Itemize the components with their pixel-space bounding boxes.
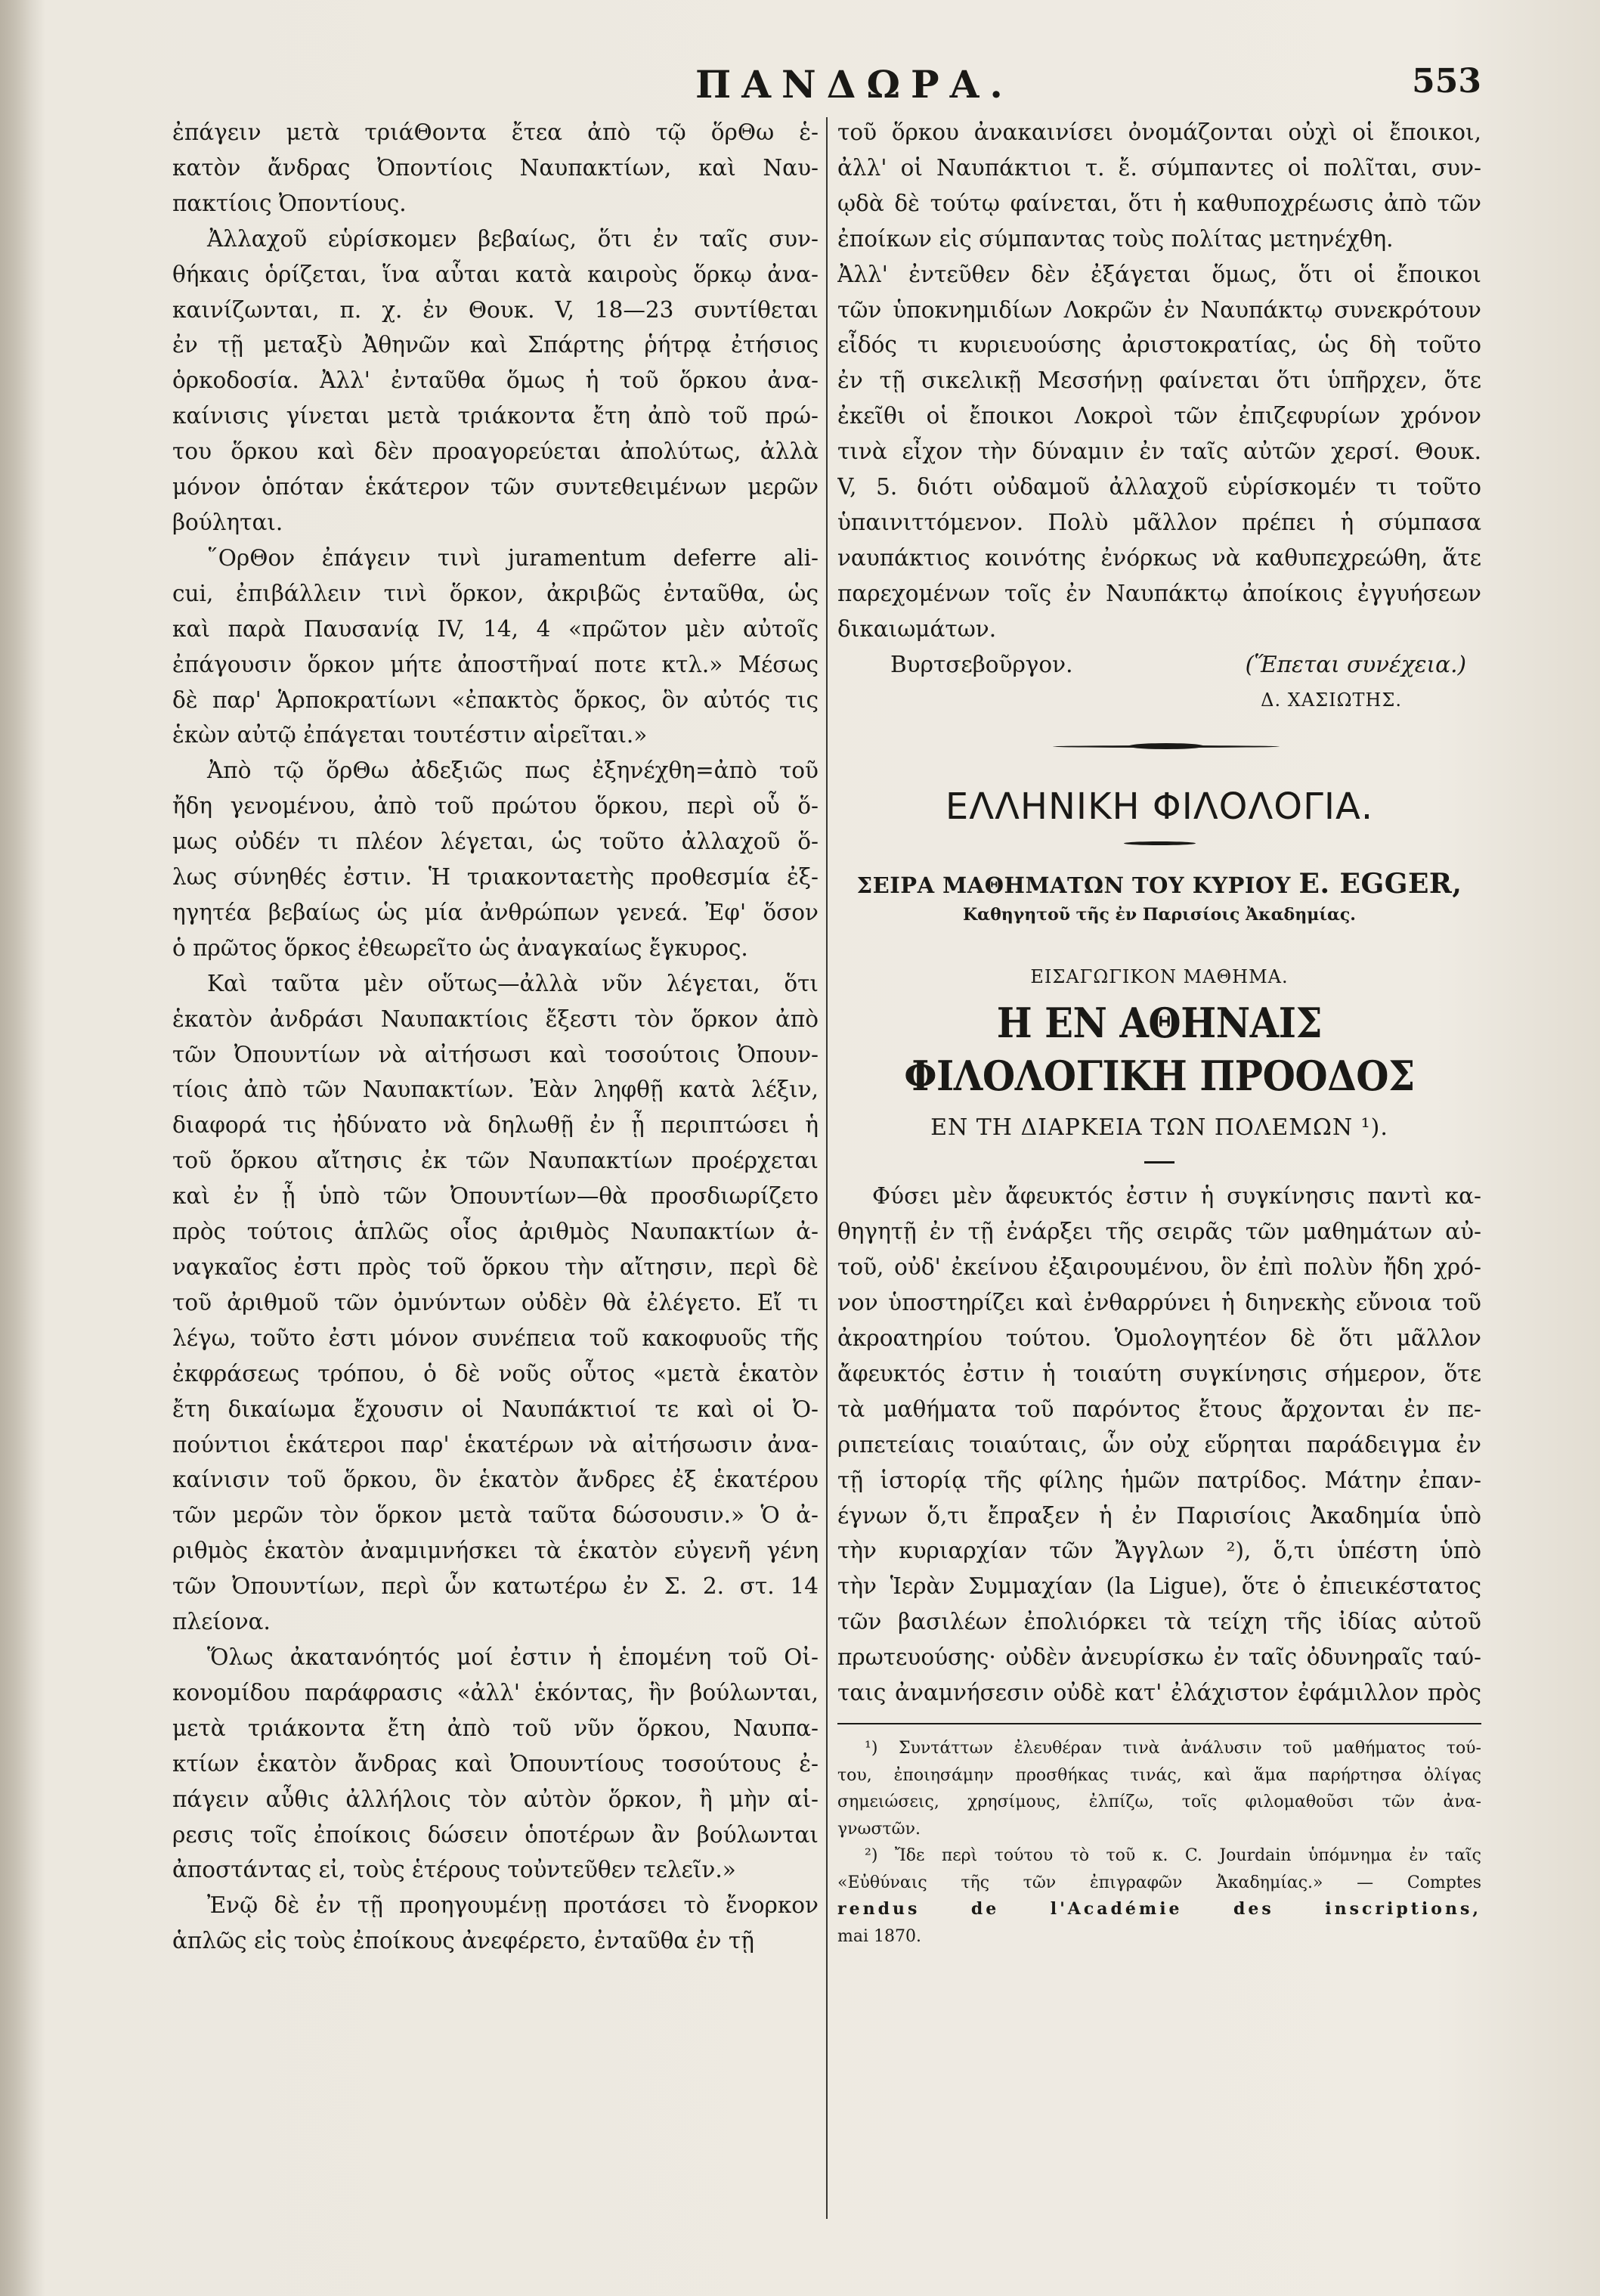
text-line: ῞ΟρΘον ἐπάγειν τινὶ juramentum deferre ali- xyxy=(207,544,819,571)
text-line: τῇ ἱστορίᾳ τῆς φίλης ἡμῶν πατρίδος. Μάτην ἐπαν- xyxy=(837,1467,1481,1493)
text-line: μόνον ὁπόταν ἑκάτερον τῶν συντεθειμένων μερῶν xyxy=(172,474,819,500)
text-line: κτίων ἑκατὸν ἄνδρας καὶ Ὀπουντίους τοσούτους ἐ- xyxy=(172,1750,819,1777)
footnote-line: γνωστῶν. xyxy=(837,1819,921,1839)
text-line: του ὅρκου καὶ δὲν προαγορεύεται ἀπολύτως, ἀλλὰ xyxy=(172,438,819,465)
lecture-title: Η ΕΝ ΑΘΗΝΑΙΣ ΦΙΛΟΛΟΓΙΚΗ ΠΡΟΟΔΟΣ xyxy=(904,999,1415,1101)
text-line: τίοις ἀπὸ τῶν Ναυπακτίων. Ἐὰν ληφθῇ κατὰ λέξιν, xyxy=(172,1077,819,1103)
series-lecturer: E. EGGER, xyxy=(1298,868,1462,900)
journal-title: ΠΑΝΔΩΡΑ. xyxy=(695,62,1014,107)
text-line: ἑκατὸν ἀνδράσι Ναυπακτίοις ἔξεστι τὸν ὅρκον ἀπὸ xyxy=(172,1005,819,1032)
footnote-line: ¹) Συντάττων ἐλευθέραν τινὰ ἀνάλυσιν τοῦ μαθήματος τού- xyxy=(865,1739,1481,1758)
right-column xyxy=(837,115,1481,1950)
text-line: ηγητέα βεβαίως ὡς μία ἀνθρώπων γενεά. Ἐφ' ὅσον xyxy=(172,899,819,925)
text-line: cui, ἐπιβάλλειν τινὶ ὅρκον, ἀκριβῶς ἐνταῦθα, ὡς xyxy=(172,580,819,606)
text-line: V, 5. διότι οὐδαμοῦ ἀλλαχοῦ εὑρίσκομέν τι τοῦτο xyxy=(837,474,1481,500)
text-line: ἤδη γενομένου, ἀπὸ τοῦ πρώτου ὅρκου, περὶ οὗ ὅ- xyxy=(172,793,819,820)
text-line: τὴν Ἱερὰν Συμμαχίαν (la Ligue), ὅτε ὁ ἐπιεικέστατος xyxy=(837,1573,1481,1600)
text-line: ἔτη δικαίωμα ἔχουσιν οἱ Ναυπάκτιοί τε καὶ οἱ Ὀ- xyxy=(172,1396,819,1422)
binding-shadow xyxy=(0,0,45,2296)
page-number: 553 xyxy=(1412,62,1481,101)
text-line: κατὸν ἄνδρας Ὀποντίοις Ναυπακτίων, καὶ Ναυ- xyxy=(172,154,819,181)
text-line: Ἐνῷ δὲ ἐν τῇ προηγουμένῃ προτάσει τὸ ἔνορκον xyxy=(207,1892,819,1919)
text-line: πλείονα. xyxy=(172,1609,271,1635)
text-line: καὶ παρὰ Παυσανίᾳ IV, 14, 4 «πρῶτον μὲν αὐτοῖς xyxy=(172,615,819,642)
short-rule xyxy=(1124,841,1196,845)
text-line: ἄφευκτός ἐστιν ἡ τοιαύτη συγκίνησις σήμερον, ὅτε xyxy=(837,1360,1481,1387)
text-line: Καὶ ταῦτα μὲν οὕτως—ἀλλὰ νῦν λέγεται, ὅτι xyxy=(207,970,819,996)
text-line: δικαιωμάτων. xyxy=(837,615,997,642)
text-line: Ὅλως ἀκατανόητός μοί ἐστιν ἡ ἑπομένη τοῦ Οἰ- xyxy=(207,1644,819,1670)
text-line: ὁρκοδοσία. Ἀλλ' ἐνταῦθα ὅμως ἡ τοῦ ὅρκου ἀνα- xyxy=(172,367,819,394)
column-divider xyxy=(826,117,828,2219)
ornamental-rule xyxy=(837,739,1481,755)
text-line: μετὰ τριάκοντα ἔτη ἀπὸ τοῦ νῦν ὅρκου, Ναυπα- xyxy=(172,1715,819,1741)
text-line: τῶν Ὀπουντίων νὰ αἰτήσωσι καὶ τοσούτοις Ὀπουν- xyxy=(172,1041,819,1067)
text-line: θηγητῇ ἐν τῇ ἐνάρξει τῆς σειρᾶς τῶν μαθημάτων αὐ- xyxy=(837,1219,1481,1245)
footnote-line: «Εὐθύναις τῆς τῶν ἐπιγραφῶν Ἀκαδημίας.» — Comptes xyxy=(837,1873,1481,1892)
text-line: πούντιοι ἑκάτεροι παρ' ἑκατέρων νὰ αἰτήσωσιν ἀνα- xyxy=(172,1431,819,1458)
text-line: ἀκροατηρίου τούτου. Ὁμολογητέον δὲ ὅτι μᾶλλον xyxy=(837,1325,1481,1352)
text-line: ῳδὰ δὲ τούτῳ φαίνεται, ὅτι ἡ καθυποχρέωσις ἀπὸ τῶν xyxy=(837,190,1481,216)
continued-note: (Ἕπεται συνέχεια.) xyxy=(1245,651,1466,677)
series-subheading: Καθηγητοῦ τῆς ἐν Παρισίοις Ἀκαδημίας. xyxy=(963,905,1356,925)
text-line: θήκαις ὁρίζεται, ἵνα αὗται κατὰ καιροὺς ὅρκῳ ἀνα- xyxy=(172,261,819,287)
text-line: τῶν μερῶν τὸν ὅρκον μετὰ ταῦτα δώσουσιν.» Ὁ ἀ- xyxy=(172,1502,819,1529)
section-title: ΕΛΛΗΝΙΚΗ ΦΙΛΟΛΟΓΙΑ. xyxy=(945,785,1374,829)
text-line: ναγκαῖος ἐστι πρὸς τοῦ ὅρκου τὴν αἴτησιν, περὶ δὲ xyxy=(172,1254,819,1280)
lecture-body xyxy=(837,1179,1481,1711)
text-line: τοῦ, οὐδ' ἐκείνου ἐξαιρουμένου, ὃν ἐπὶ πολὺν ἤδη χρό- xyxy=(837,1254,1481,1281)
footnote-line: mai 1870. xyxy=(837,1926,921,1946)
article-author: Δ. ΧΑΣΙΩΤΗΣ. xyxy=(1261,689,1402,711)
text-line: ρεσις τοῖς ἐποίκοις δώσειν ὁποτέρων ἂν βούλωνται xyxy=(172,1821,819,1848)
text-line: βούληται. xyxy=(172,509,283,535)
text-line: ἐκφράσεως τρόπου, ὁ δὲ νοῦς οὗτος «μετὰ ἑκατὸν xyxy=(172,1360,819,1387)
text-line: πρωτευούσης· οὐδὲν ἀνευρίσκω ἐν ταῖς ὀδυνηραῖς ταύ- xyxy=(837,1644,1481,1671)
text-line: πάγειν αὖθις ἀλλήλοις τὸν αὐτὸν ὅρκον, ἢ μὴν αἱ- xyxy=(172,1786,819,1812)
text-line: καινίζωνται, π. χ. ἐν Θουκ. V, 18—23 συντίθεται xyxy=(172,296,819,323)
signoff-row xyxy=(837,647,1481,683)
text-line: νον ὑποστηρίζει καὶ ἐνθαρρύνει ἡ διηνεκὴς εὔνοια τοῦ xyxy=(837,1290,1481,1316)
text-line: διαφορά τις ἠδύνατο νὰ δηλωθῇ ἐν ᾗ περιπτώσει ἡ xyxy=(172,1112,819,1139)
page-header xyxy=(144,62,1481,107)
text-line: πρὸς τούτοις ἁπλῶς οἷος ἀριθμὸς Ναυπακτίων ἀ- xyxy=(172,1219,819,1245)
text-line: Ἀπὸ τῷ ὅρΘω ἀδεξιῶς πως ἐξηνέχθη=ἀπὸ τοῦ xyxy=(207,758,819,784)
text-line: παρεχομένων τοῖς ἐν Ναυπάκτῳ ἀποίκοις ἐγγυήσεων xyxy=(837,580,1481,606)
text-line: καίνισιν τοῦ ὅρκου, ὃν ἑκατὸν ἄνδρες ἐξ ἑκατέρου xyxy=(172,1467,819,1493)
text-line: τῶν ὑποκνημιδίων Λοκρῶν ἐν Ναυπάκτῳ συνεκρότουν xyxy=(837,296,1481,323)
text-line: μως οὐδέν τι πλέον λέγεται, ὡς τοῦτο ἀλλαχοῦ ὅ- xyxy=(172,829,819,855)
text-line: ναυπάκτιος κοινότης ἐνόρκως νὰ καθυπεχρεώθη, ἅτε xyxy=(837,544,1481,571)
text-line: πακτίοις Ὀποντίους. xyxy=(172,190,407,216)
text-line: τοῦ ὅρκου ἀνακαινίσει ὀνομάζονται οὐχὶ οἱ ἔποικοι, xyxy=(837,119,1481,145)
text-line: ἐν τῇ μεταξὺ Ἀθηνῶν καὶ Σπάρτης ῥήτρᾳ ἐτήσιος xyxy=(172,332,819,358)
text-line: εἶδός τι κυριευούσης ἀριστοκρατίας, ὡς δὴ τοῦτο xyxy=(837,332,1481,358)
footnote-line: σημειώσεις, χρησίμους, ἐλπίζω, τοῖς φιλομαθοῦσι τῶν ἀνα- xyxy=(837,1792,1481,1811)
signoff-place: Βυρτσεβοῦργον. xyxy=(890,651,1073,677)
text-line: Ἀλλ' ἐντεῦθεν δὲν ἐξάγεται ὅμως, ὅτι οἱ ἔποικοι xyxy=(837,261,1481,287)
text-line: ἐν τῇ σικελικῇ Μεσσήνῃ φαίνεται ὅτι ὑπῆρχεν, ὅτε xyxy=(837,367,1481,394)
text-line: ἑκὼν αὐτῷ ἐπάγεται τουτέστιν αἱρεῖται.» xyxy=(172,722,648,748)
footnote-rule xyxy=(837,1723,1481,1724)
text-line: λέγω, τοῦτο ἐστι μόνον συνέπεια τοῦ κακοφυοῦς τῆς xyxy=(172,1325,819,1351)
text-line: τὰ μαθήματα τοῦ παρόντος ἔτους ἄρχονται ἐν πε- xyxy=(837,1396,1481,1422)
text-line: τινὰ εἶχον τὴν δύναμιν ἐν ταῖς αὐτῶν χερσί. Θουκ. xyxy=(837,438,1481,465)
text-line: ἐπάγουσιν ὅρκον μήτε ἀποστῆναί ποτε κτλ.» Μέσως xyxy=(172,651,819,677)
text-line: ἀποστάντας εἰ, τοὺς ἑτέρους τοὐντεῦθεν τελεῖν.» xyxy=(172,1857,736,1883)
text-line: τῶν Ὀπουντίων, περὶ ὧν κατωτέρω ἐν Σ. 2. στ. 14 xyxy=(172,1573,819,1600)
text-line: ὑπαινιττόμενον. Πολὺ μᾶλλον πρέπει ἡ σύμπασα xyxy=(837,509,1481,535)
text-line: τὴν κυριαρχίαν τῶν Ἄγγλων ²), ὅ,τι ὑπέστη ὑπὸ xyxy=(837,1538,1481,1564)
text-line: ριπετείαις τοιαύταις, ὧν οὐχ εὕρηται παράδειγμα ἐν xyxy=(837,1431,1481,1458)
text-line: καὶ ἐν ᾗ ὑπὸ τῶν Ὀπουντίων—θὰ προσδιωρίζετο xyxy=(172,1183,819,1210)
text-line: ἀλλ' οἱ Ναυπάκτιοι τ. ἔ. σύμπαντες οἱ πολῖται, συν- xyxy=(837,154,1481,181)
lesson-label: ΕΙΣΑΓΩΓΙΚΟΝ ΜΑΘΗΜΑ. xyxy=(1030,966,1289,988)
text-line: καίνισις γίνεται μετὰ τριάκοντα ἔτη ἀπὸ τοῦ πρώ- xyxy=(172,403,819,429)
text-line: δὲ παρ' Ἁρποκρατίωνι «ἐπακτὸς ὅρκος, ὃν αὐτός τις xyxy=(172,686,819,713)
text-line: ταις ἀναμνήσεσιν οὐδὲ κατ' ἐλάχιστον ἐφάμιλλον πρὸς xyxy=(837,1680,1481,1706)
text-line: Φύσει μὲν ἄφευκτός ἐστιν ἡ συγκίνησις παντὶ κα- xyxy=(872,1183,1481,1210)
text-line: ἐποίκων εἰς σύμπαντας τοὺς πολίτας μετηνέχθη. xyxy=(837,225,1394,252)
text-line: τοῦ ὅρκου αἴτησις ἐκ τῶν Ναυπακτίων προέρχεται xyxy=(172,1148,819,1174)
footnote-line: ²) Ἴδε περὶ τούτου τὸ τοῦ κ. C. Jourdain ὑπόμνημα ἐν ταῖς xyxy=(865,1846,1481,1865)
series-prefix: ΣΕΙΡΑ ΜΑΘΗΜΑΤΩΝ ΤΟΥ ΚΥΡΙΟΥ xyxy=(856,872,1291,899)
text-line: ἁπλῶς εἰς τοὺς ἐποίκους ἀνεφέρετο, ἐνταῦθα ἐν τῇ xyxy=(172,1928,754,1954)
right-column-continuation xyxy=(837,115,1481,647)
footnotes xyxy=(837,1735,1481,1950)
text-line: ἐπάγειν μετὰ τριάΘοντα ἔτεα ἀπὸ τῷ ὅρΘω ἑ- xyxy=(172,119,819,145)
text-line: ὁ πρῶτος ὅρκος ἐθεωρεῖτο ὡς ἀναγκαίως ἔγκυρος. xyxy=(172,934,748,961)
series-heading xyxy=(837,868,1481,901)
title-dash xyxy=(1144,1161,1174,1163)
lecture-subtitle: ΕΝ ΤΗ ΔΙΑΡΚΕΙΑ ΤΩΝ ΠΟΛΕΜΩΝ ¹). xyxy=(930,1114,1388,1142)
text-line: τοῦ ἀριθμοῦ τῶν ὀμνύντων οὐδὲν θὰ ἐλέγετο. Εἴ τι xyxy=(172,1289,819,1315)
text-line: ἐκεῖθι οἱ ἔποικοι Λοκροὶ τῶν ἐπιζεφυρίων χρόνον xyxy=(837,403,1481,429)
footnote-line: rendus de l'Académie des inscriptions, xyxy=(837,1899,1481,1919)
footnote-line: του, ἐποιησάμην προσθήκας τινάς, καὶ ἅμα παρήρτησα ὀλίγας xyxy=(837,1765,1481,1785)
text-line: κονομίδου παράφρασις «ἀλλ' ἑκόντας, ἣν βούλωνται, xyxy=(172,1679,819,1706)
text-line: ριθμὸς ἑκατὸν ἀναμιμνήσκει τὰ ἑκατὸν εὐγενῆ γένη xyxy=(172,1538,819,1564)
text-line: έγνων ὅ,τι ἔπραξεν ἡ ἐν Παρισίοις Ἀκαδημία ὑπὸ xyxy=(837,1502,1481,1529)
text-line: λως σύνηθές ἐστιν. Ἡ τριακονταετὴς προθεσμία ἐξ- xyxy=(172,864,819,891)
left-column xyxy=(172,115,819,1959)
text-line: Ἀλλαχοῦ εὑρίσκομεν βεβαίως, ὅτι ἐν ταῖς συν- xyxy=(207,225,819,252)
text-line: τῶν βασιλέων ἐπολιόρκει τὰ τείχη τῆς ἰδίας αὐτοῦ xyxy=(837,1609,1481,1635)
